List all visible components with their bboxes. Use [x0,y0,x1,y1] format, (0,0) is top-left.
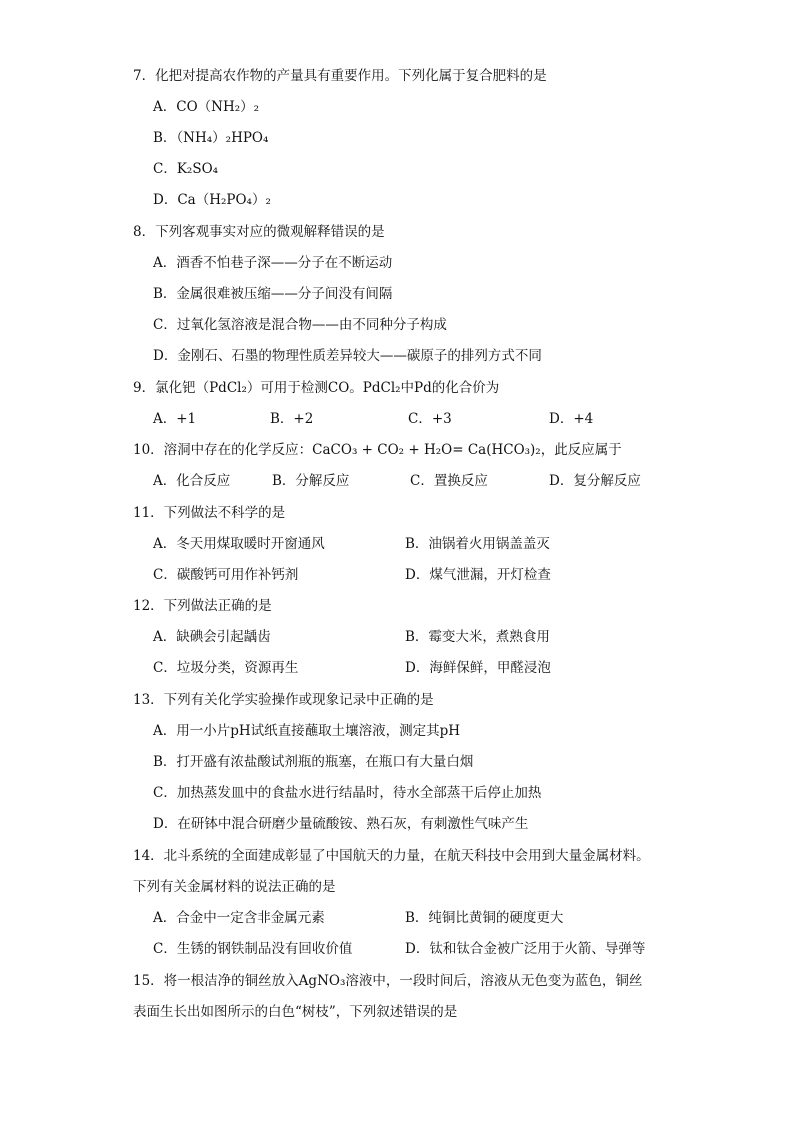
question-11-option-c: C．碳酸钙可用作补钙剂 [153,567,299,583]
question-15-stem-continued: 表面生长出如图所示的白色“树枝”，下列叙述错误的是 [133,1004,458,1020]
question-7-option-d: D．Ca（H₂PO₄）₂ [153,192,271,208]
question-14-option-b: B．纯铜比黄铜的硬度更大 [405,910,564,926]
question-8-option-d: D．金刚石、石墨的物理性质差异较大——碳原子的排列方式不同 [153,348,542,364]
question-11-option-d: D．煤气泄漏，开灯检查 [405,567,551,583]
question-13-option-a: A．用一小片pH试纸直接蘸取土壤溶液，测定其pH [153,723,461,739]
question-14-stem: 14．北斗系统的全面建成彰显了中国航天的力量，在航天科技中会用到大量金属材料。 [133,848,650,864]
question-9-option-c: C．+3 [408,411,452,427]
question-9-option-a: A．+1 [153,411,197,427]
question-7-stem: 7．化把对提高农作物的产量具有重要作用。下列化属于复合肥料的是 [133,68,547,84]
question-12-stem: 12．下列做法正确的是 [133,598,272,614]
question-7-option-a: A．CO（NH₂）₂ [153,99,260,115]
question-13-option-d: D．在研钵中混合研磨少量硫酸铵、熟石灰，有刺激性气味产生 [153,816,529,832]
question-12-option-a: A．缺碘会引起龋齿 [153,629,271,645]
question-8-stem: 8．下列客观事实对应的微观解释错误的是 [133,224,385,240]
question-12-option-b: B．霉变大米，煮熟食用 [405,629,550,645]
question-8-option-b: B．金属很难被压缩——分子间没有间隔 [153,286,393,302]
question-14-option-c: C．生锈的钢铁制品没有回收价值 [153,941,353,957]
question-10-option-a: A．化合反应 [153,473,231,489]
question-14-stem-continued: 下列有关金属材料的说法正确的是 [133,879,336,895]
question-9-stem: 9．氯化钯（PdCl₂）可用于检测CO。PdCl₂中Pd的化合价为 [133,380,500,396]
question-7-option-c: C．K₂SO₄ [153,161,219,177]
question-13-option-b: B．打开盛有浓盐酸试剂瓶的瓶塞，在瓶口有大量白烟 [153,754,474,770]
question-8-option-a: A．酒香不怕巷子深——分子在不断运动 [153,255,393,271]
question-9-option-d: D．+4 [549,411,594,427]
question-10-stem: 10．溶洞中存在的化学反应：CaCO₃ + CO₂ + H₂O= Ca(HCO₃)₂，此反应属于 [133,442,622,458]
question-7-option-b: B．（NH₄）₂HPO₄ [153,130,269,146]
question-9-option-b: B．+2 [270,411,314,427]
question-14-option-d: D．钛和钛合金被广泛用于火箭、导弹等 [405,941,646,957]
question-13-option-c: C．加热蒸发皿中的食盐水进行结晶时，待水全部蒸干后停止加热 [153,785,542,801]
question-11-option-a: A．冬天用煤取暖时开窗通风 [153,536,325,552]
question-10-option-d: D．复分解反应 [549,473,641,489]
question-11-stem: 11．下列做法不科学的是 [133,505,286,521]
question-10-option-c: C．置换反应 [410,473,488,489]
question-15-stem: 15．将一根洁净的铜丝放入AgNO₃溶液中，一段时间后，溶液从无色变为蓝色，铜丝 [133,973,643,989]
question-10-option-b: B．分解反应 [272,473,350,489]
question-8-option-c: C．过氧化氢溶液是混合物——由不同种分子构成 [153,317,447,333]
question-11-option-b: B．油锅着火用锅盖盖灭 [405,536,550,552]
question-12-option-c: C．垃圾分类，资源再生 [153,660,299,676]
question-14-option-a: A．合金中一定含非金属元素 [153,910,325,926]
question-12-option-d: D．海鲜保鲜，甲醛浸泡 [405,660,551,676]
question-13-stem: 13．下列有关化学实验操作或现象记录中正确的是 [133,692,434,708]
